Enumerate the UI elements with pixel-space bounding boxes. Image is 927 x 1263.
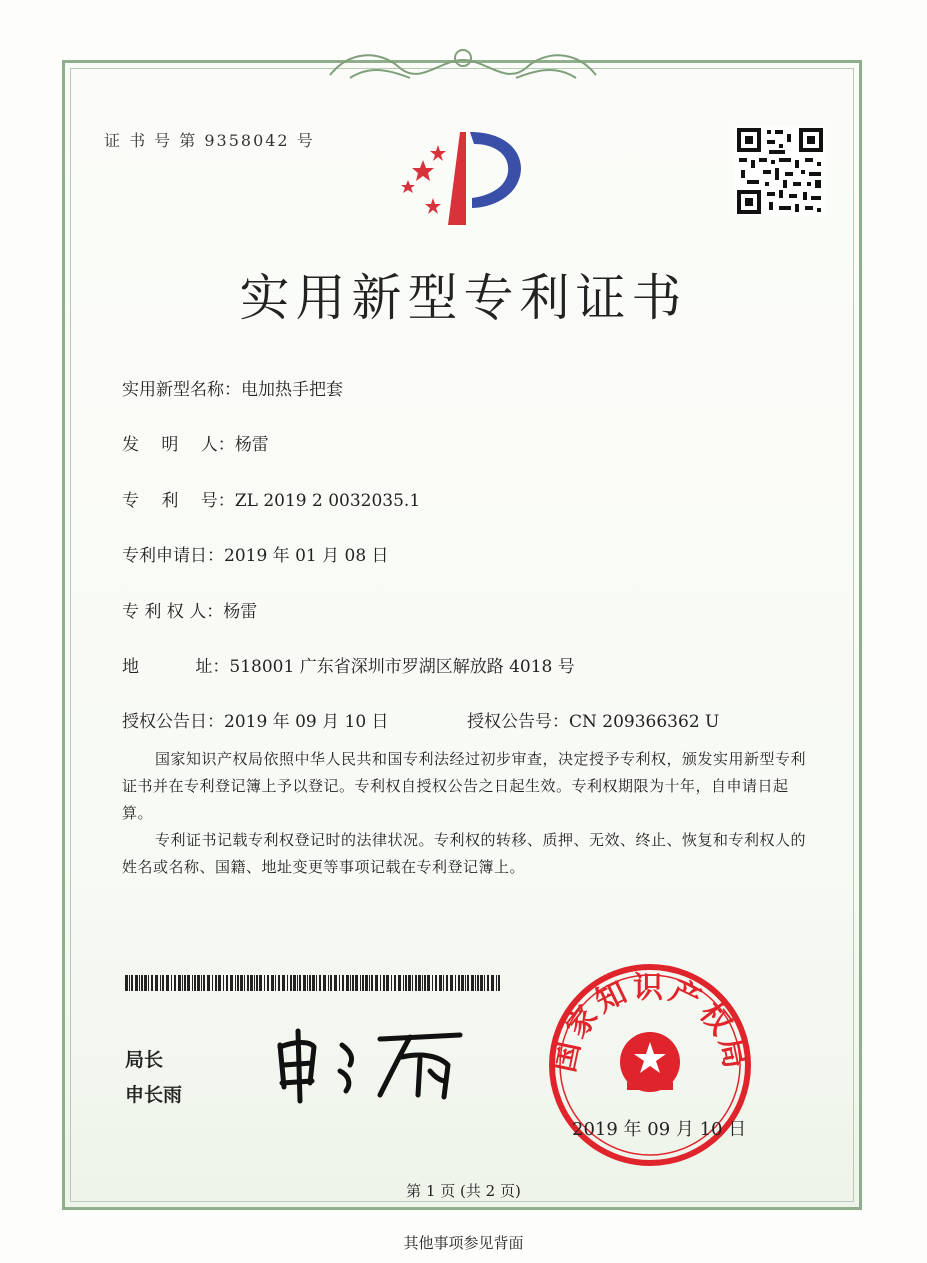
field-label: 专利申请日： — [122, 546, 224, 566]
director-title: 局长 — [125, 1049, 164, 1071]
qr-code-icon — [735, 126, 825, 216]
field-utility-model-name — [122, 375, 343, 400]
field-label: 实用新型名称： — [122, 380, 241, 400]
field-filing-date — [122, 541, 389, 566]
field-label: 授权公告号： — [467, 712, 569, 732]
field-patent-number — [122, 486, 420, 511]
field-value: CN 209366362 U — [569, 712, 720, 732]
svg-text:国家知识产权局: 国家知识产权局 — [546, 970, 754, 1076]
field-label: 专 利 号： — [122, 491, 235, 511]
page-number: 第 1 页 (共 2 页) — [406, 1182, 521, 1200]
footer-note: 其他事项参见背面 — [403, 1234, 524, 1252]
seal-date: 2019 年 09 月 10 日 — [572, 1119, 747, 1140]
body-paragraph: 专利证书记载专利权登记时的法律状况。专利权的转移、质押、无效、终止、恢复和专利权人的姓名或名称、国籍、地址变更等事项记载在专利登记簿上。 — [122, 831, 807, 876]
field-label: 专 利 权 人： — [122, 602, 224, 622]
field-value: 杨雷 — [234, 435, 269, 455]
barcode-icon — [125, 975, 505, 991]
field-address — [122, 652, 575, 677]
certificate-title: 实用新型专利证书 — [239, 269, 688, 327]
body-paragraph: 国家知识产权局依照中华人民共和国专利法经过初步审查，决定授予专利权，颁发实用新型专利证书并在专利登记簿上予以登记。专利权自授权公告之日起生效。专利权期限为十年，自申请日起算。 — [122, 750, 807, 822]
top-ornament-icon — [0, 30, 927, 90]
field-value: 518001 广东省深圳市罗湖区解放路 4018 号 — [229, 657, 575, 677]
certificate-number: 证 书 号 第 9358042 号 — [104, 131, 315, 150]
director-signature — [270, 1025, 480, 1105]
field-patentee — [122, 597, 257, 622]
director-name: 申长雨 — [125, 1084, 183, 1106]
field-value: 杨雷 — [223, 602, 258, 622]
field-inventor — [122, 430, 269, 455]
field-grant-date — [122, 707, 389, 732]
field-value: 电加热手把套 — [241, 380, 343, 400]
field-value: ZL 2019 2 0032035.1 — [234, 491, 421, 511]
field-label: 地 址： — [122, 657, 230, 677]
field-label: 授权公告日： — [122, 712, 224, 732]
field-value: 2019 年 09 月 10 日 — [224, 712, 389, 732]
certificate-body — [122, 746, 812, 881]
patent-office-logo-icon — [388, 120, 538, 230]
field-grant-number — [467, 707, 719, 732]
field-value: 2019 年 01 月 08 日 — [224, 546, 389, 566]
field-label: 发 明 人： — [122, 435, 235, 455]
